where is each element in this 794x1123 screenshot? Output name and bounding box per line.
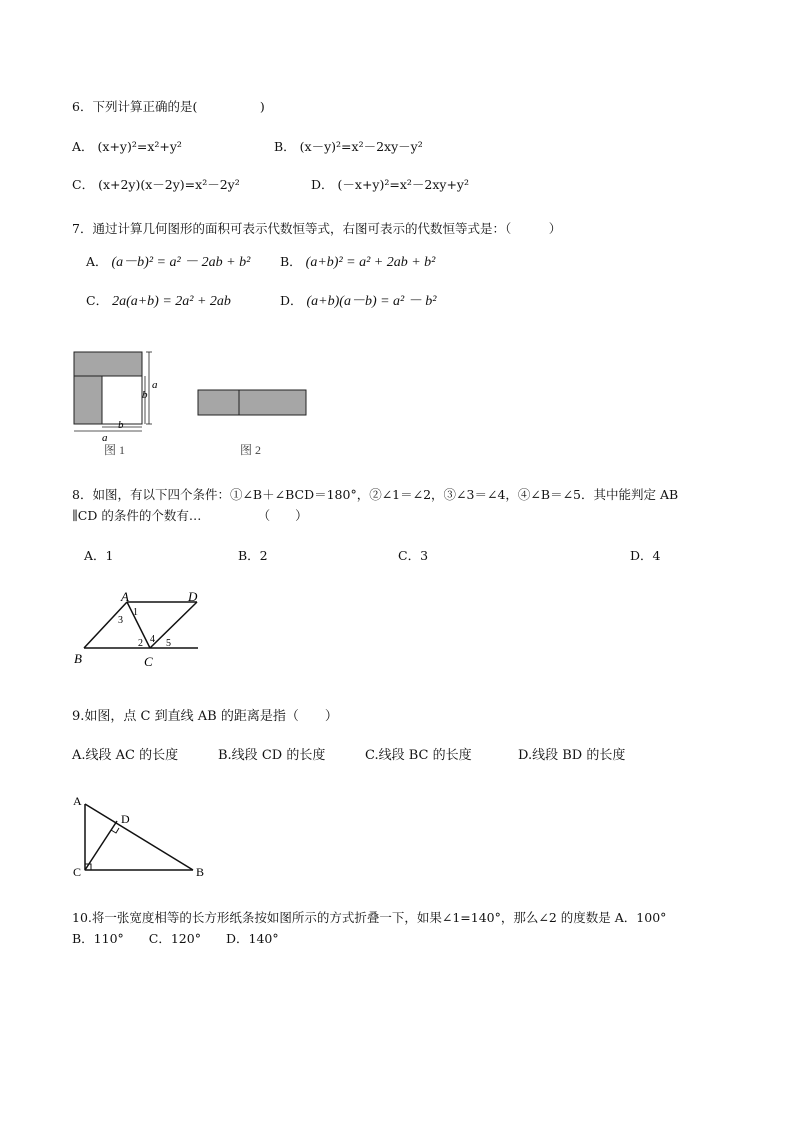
q7-stem: 7．通过计算几何图形的面积可表示代数恒等式，右图可表示的代数恒等式是：（ ） bbox=[72, 221, 562, 236]
q7-option-b-label: B． bbox=[280, 254, 302, 269]
label-D: D bbox=[188, 589, 198, 604]
q6-option-b bbox=[274, 138, 423, 156]
q7-option-b-text: (a+b)² = a² + 2ab + b² bbox=[305, 255, 436, 270]
q7-figure-2 bbox=[198, 390, 306, 457]
segment-cd bbox=[85, 821, 117, 870]
angle-1: 1 bbox=[133, 607, 138, 618]
fig1-left-strip bbox=[74, 376, 102, 424]
q9-figure bbox=[70, 792, 215, 884]
angle-4: 4 bbox=[150, 634, 155, 645]
q7-figure-1 bbox=[74, 352, 158, 457]
q8-option-b: B．2 bbox=[238, 548, 268, 563]
q8-stem-line2: ∥CD 的条件的个数有… （ ） bbox=[72, 508, 308, 523]
angle-2: 2 bbox=[138, 638, 143, 649]
q10-stem-line1: 10.将一张宽度相等的长方形纸条按如图所示的方式折叠一下，如果∠1=140°，那么∠2 的度数是 A．100° bbox=[72, 910, 667, 925]
fig1-label-b-right: b bbox=[142, 389, 148, 401]
q8-option-a: A．1 bbox=[84, 548, 114, 563]
q7-option-c-label: C． bbox=[86, 293, 109, 308]
q9-option-d: D.线段 BD 的长度 bbox=[518, 748, 626, 763]
q7-option-a bbox=[86, 253, 250, 272]
q10-stem-line2: B．110° C．120° D．140° bbox=[72, 931, 279, 946]
q6-option-c bbox=[72, 176, 240, 194]
label-C: C bbox=[73, 865, 82, 879]
q8-figure bbox=[70, 588, 210, 670]
q7-option-a-label: A． bbox=[86, 254, 108, 269]
angle-3: 3 bbox=[118, 615, 123, 626]
q7-option-c-text: 2a(a+b) = 2a² + 2ab bbox=[112, 294, 231, 309]
q6-option-b-label: B． bbox=[274, 139, 296, 154]
q6-option-a-text: (x+y)²=x²+y² bbox=[97, 139, 182, 154]
q6-option-c-label: C． bbox=[72, 177, 95, 192]
segment-ab bbox=[85, 804, 193, 870]
q9-option-a: A.线段 AC 的长度 bbox=[72, 748, 179, 763]
line-cd bbox=[150, 602, 197, 648]
fig1-label-a-right: a bbox=[152, 379, 158, 391]
q6-stem: 6．下列计算正确的是( ) bbox=[72, 99, 265, 114]
q7-option-d bbox=[280, 292, 436, 311]
label-B: B bbox=[196, 865, 205, 879]
q7-option-c bbox=[86, 292, 231, 311]
label-A: A bbox=[121, 589, 129, 604]
fig1-label-a-bottom: a bbox=[102, 432, 108, 444]
q7-option-b bbox=[280, 253, 435, 272]
q7-option-d-label: D． bbox=[280, 293, 303, 308]
q8-option-d: D．4 bbox=[630, 548, 661, 563]
q8-option-c: C．3 bbox=[398, 548, 429, 563]
q7-option-d-text: (a+b)(a－b) = a² － b² bbox=[306, 294, 437, 309]
label-A: A bbox=[73, 794, 82, 808]
q6-option-d bbox=[311, 176, 469, 194]
label-D: D bbox=[121, 812, 130, 826]
fig1-inner-square bbox=[102, 376, 142, 424]
label-C: C bbox=[144, 654, 153, 669]
q9-option-c: C.线段 BC 的长度 bbox=[365, 748, 472, 763]
q6-option-d-text: (－x+y)²=x²－2xy+y² bbox=[337, 177, 470, 192]
fig1-top-strip bbox=[74, 352, 142, 376]
fig1-caption: 图 1 bbox=[104, 443, 126, 457]
q9-stem: 9.如图，点 C 到直线 AB 的距离是指（ ） bbox=[72, 709, 338, 724]
q7-figure bbox=[70, 346, 320, 458]
fig2-left-rect bbox=[198, 390, 239, 415]
q6-option-d-label: D． bbox=[311, 177, 334, 192]
fig2-caption: 图 2 bbox=[240, 443, 262, 457]
q6-option-b-text: (x－y)²=x²－2xy－y² bbox=[299, 139, 423, 154]
q6-option-a-label: A． bbox=[72, 139, 94, 154]
q9-option-b: B.线段 CD 的长度 bbox=[218, 748, 326, 763]
q6-option-c-text: (x+2y)(x－2y)=x²－2y² bbox=[98, 177, 240, 192]
q7-option-a-text: (a－b)² = a² － 2ab + b² bbox=[111, 255, 251, 270]
angle-5: 5 bbox=[166, 638, 171, 649]
fig2-right-rect bbox=[239, 390, 306, 415]
label-B: B bbox=[74, 651, 82, 666]
q8-stem-line1: 8．如图，有以下四个条件：①∠B＋∠BCD＝180°，②∠1＝∠2，③∠3＝∠4，④∠B＝∠5．其中能判定 AB bbox=[72, 487, 679, 502]
q6-option-a bbox=[72, 138, 182, 156]
fig1-label-b-bottom: b bbox=[118, 419, 124, 431]
